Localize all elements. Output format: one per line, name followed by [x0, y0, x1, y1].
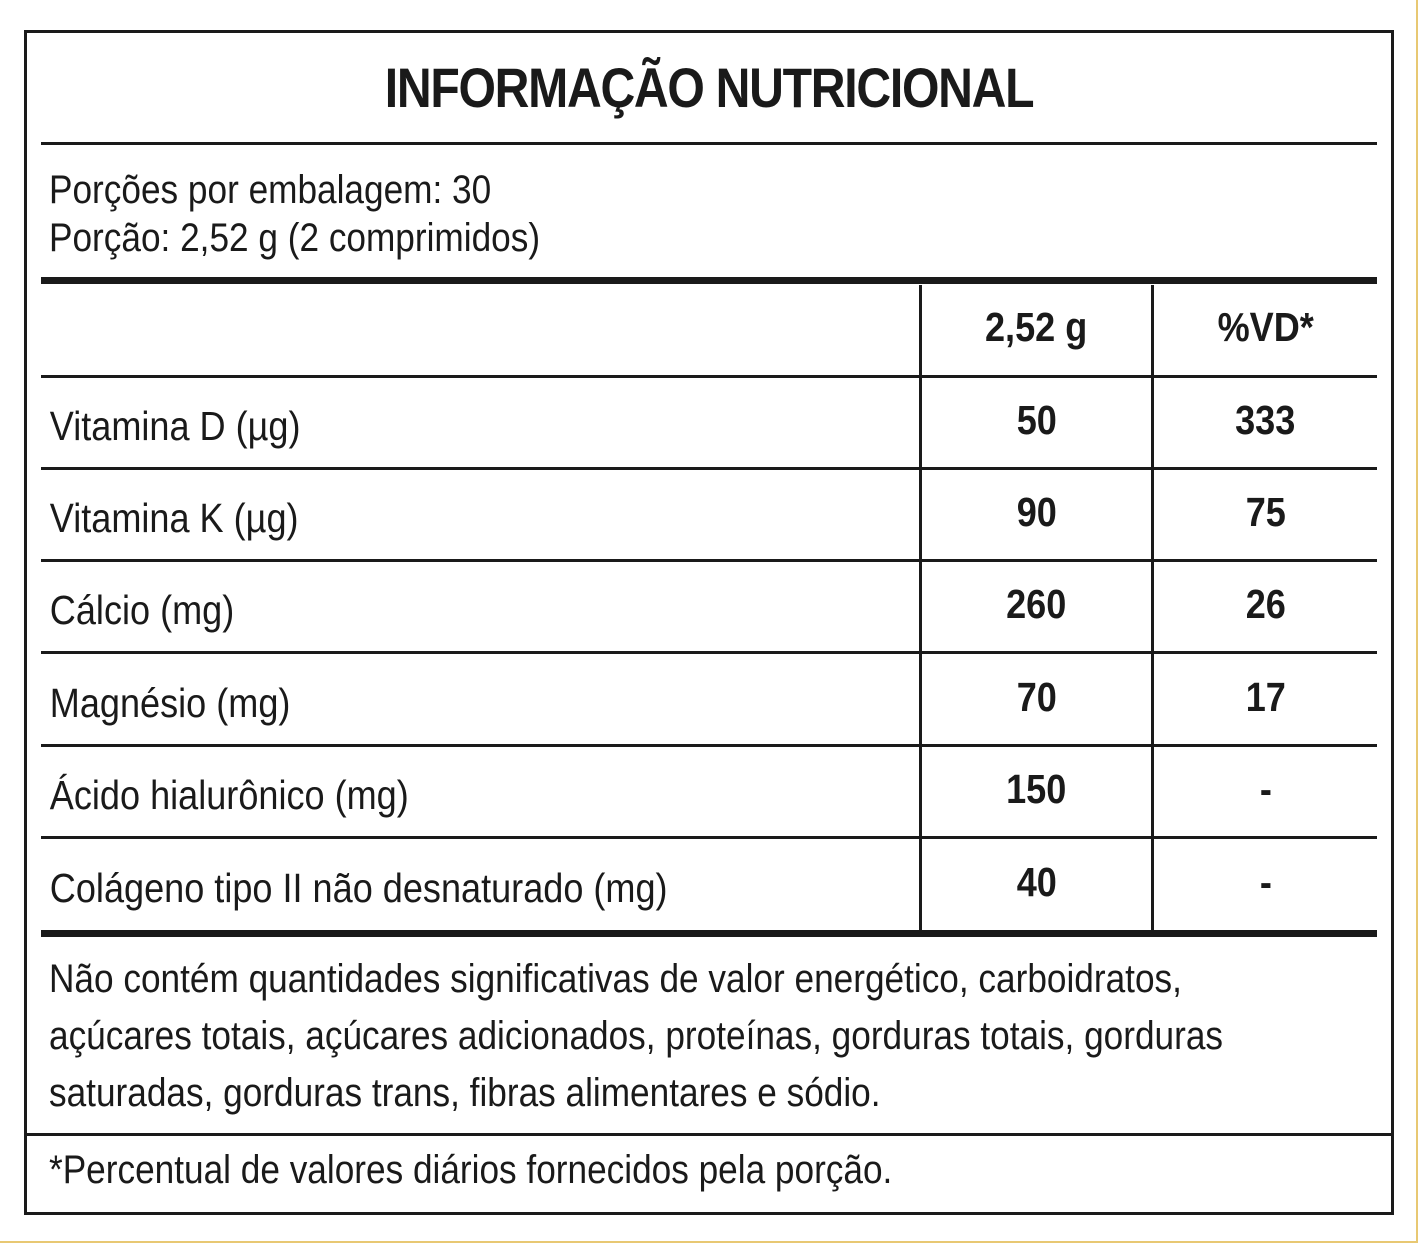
note-line: saturadas, gorduras trans, fibras alimentares e sódio.	[49, 1071, 881, 1115]
table-header-row	[41, 285, 1377, 376]
nutrient-name: Cálcio (mg)	[49, 587, 235, 634]
nutrient-amount: 90	[1016, 488, 1057, 535]
divider-under-title	[41, 142, 1377, 145]
table-row	[41, 468, 1377, 560]
header-nutrient	[41, 285, 921, 376]
serving-size: Porção: 2,52 g (2 comprimidos)	[49, 216, 541, 260]
daily-value-footnote: *Percentual de valores diários fornecidos pela porção.	[49, 1148, 893, 1192]
amount-cell	[921, 468, 1153, 560]
nutrient-amount: 50	[1016, 396, 1057, 443]
note-line: açúcares totais, açúcares adicionados, proteínas, gorduras totais, gorduras	[49, 1014, 1224, 1058]
not-significant-note	[49, 951, 1369, 1122]
nutrient-amount: 260	[1006, 581, 1067, 628]
daily-value-cell	[1153, 468, 1378, 560]
amount-cell	[921, 745, 1153, 837]
note-line: Não contém quantidades significativas de valor energético, carboidratos,	[49, 957, 1182, 1001]
nutrient-daily-value: 333	[1235, 396, 1296, 443]
nutrient-name: Magnésio (mg)	[49, 679, 291, 726]
panel-title: INFORMAÇÃO NUTRICIONAL	[384, 56, 1034, 119]
nutrient-name: Ácido hialurônico (mg)	[49, 771, 409, 818]
nutrient-table	[41, 285, 1377, 930]
nutrient-name-cell	[41, 561, 921, 653]
table-row	[41, 838, 1377, 930]
daily-value-cell	[1153, 653, 1378, 745]
divider-above-footnote	[27, 1133, 1391, 1136]
daily-value-cell	[1153, 838, 1378, 930]
amount-cell	[921, 838, 1153, 930]
daily-value-cell	[1153, 745, 1378, 837]
amount-cell	[921, 653, 1153, 745]
nutrient-daily-value: -	[1259, 859, 1272, 906]
nutrient-name: Vitamina D (µg)	[49, 402, 301, 449]
nutrient-daily-value: 17	[1245, 673, 1286, 720]
nutrient-name-cell	[41, 376, 921, 468]
header-daily-value: %VD*	[1153, 285, 1378, 376]
daily-value-cell	[1153, 561, 1378, 653]
nutrient-name-cell	[41, 745, 921, 837]
nutrient-name: Vitamina K (µg)	[49, 494, 299, 541]
daily-value-cell	[1153, 376, 1378, 468]
table-row	[41, 745, 1377, 837]
nutrient-amount: 40	[1016, 859, 1057, 906]
serving-info	[49, 166, 540, 262]
nutrient-name-cell	[41, 653, 921, 745]
nutrition-facts-panel	[24, 30, 1394, 1215]
servings-per-package: Porções por embalagem: 30	[49, 168, 492, 212]
header-amount: 2,52 g	[921, 285, 1153, 376]
nutrient-name-cell	[41, 468, 921, 560]
divider-thick-bottom	[41, 930, 1377, 937]
table-row	[41, 653, 1377, 745]
table-row	[41, 561, 1377, 653]
nutrient-daily-value: -	[1259, 765, 1272, 812]
amount-cell	[921, 376, 1153, 468]
nutrient-amount: 70	[1016, 673, 1057, 720]
nutrient-daily-value: 26	[1245, 581, 1286, 628]
nutrient-amount: 150	[1006, 765, 1067, 812]
nutrient-daily-value: 75	[1245, 488, 1286, 535]
nutrient-name: Colágeno tipo II não desnaturado (mg)	[49, 865, 668, 912]
amount-cell	[921, 561, 1153, 653]
table-row	[41, 376, 1377, 468]
nutrient-name-cell	[41, 838, 921, 930]
divider-thick-top	[41, 277, 1377, 284]
